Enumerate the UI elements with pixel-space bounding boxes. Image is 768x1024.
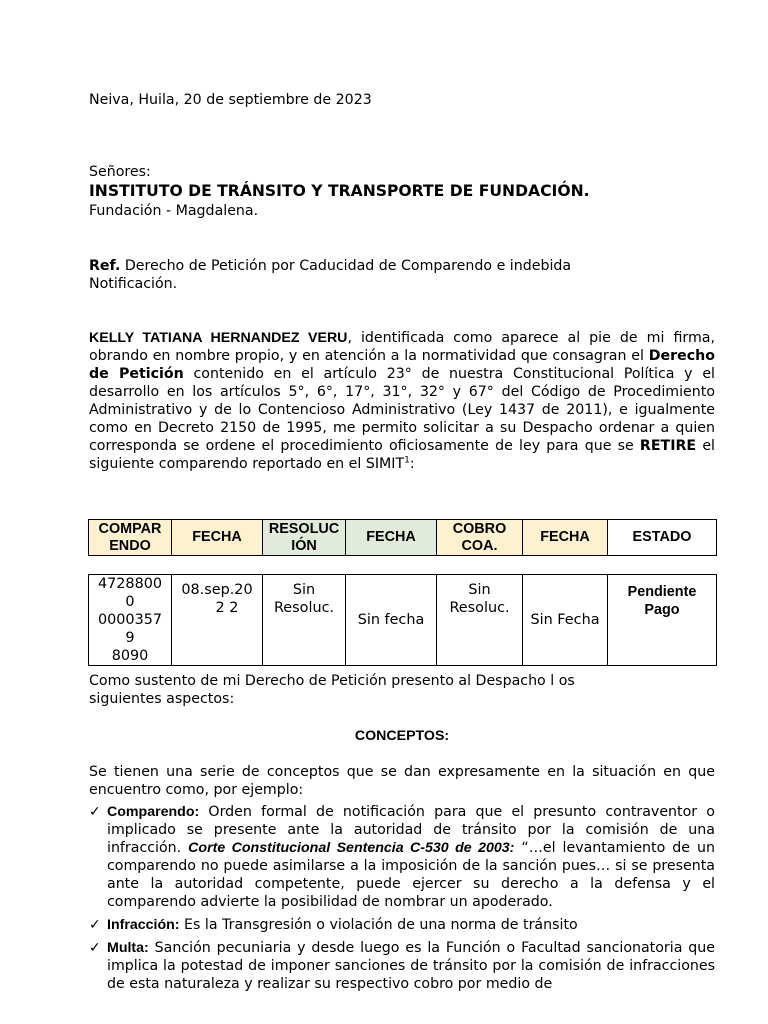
reference-text: Derecho de Petición por Caducidad de Comparendo e indebida Notificación.	[89, 258, 572, 292]
reference	[89, 257, 634, 293]
cell-resolucion: Sin Resoluc.	[263, 575, 346, 666]
header-table	[88, 519, 717, 556]
check-icon: ✓	[89, 940, 101, 956]
table-row	[89, 575, 717, 666]
cell-line: 9	[125, 630, 135, 646]
cell-fecha-resolucion: Sin fecha	[346, 575, 437, 666]
footnote-ref: 1	[404, 455, 410, 466]
col-header-resolucion: RESOLUC IÓN	[263, 520, 346, 556]
conceptos-intro: Se tienen una serie de conceptos que se dan expresamente en la situación en que encuentro como, por ejemplo:	[89, 764, 715, 798]
concept-list	[89, 803, 715, 998]
concept-text: Es la Transgresión o violación de una norma de tránsito	[179, 917, 578, 933]
cell-line: 08.sep.20	[181, 582, 253, 598]
concept-text: Orden formal de notificación para que el presunto contraventor o implicado se presente ante la autoridad de tránsito por la comisión de una infracción.	[107, 804, 715, 856]
intro-text: contenido en el artículo 23° de nuestra Constitucional Política y el desarrollo en los artículos 5°, 6°, 17°, 31°, 32° y 67° del Código de Procedimiento Administrativo y de lo Contencioso Administrativo (Ley 1437 de 2011), e igualmente como en Decreto 2150 de 1995, me permito solicitar a su Despacho ordenar a quien corresponda se ordene el procedimiento oficiosamente de ley para que se	[89, 366, 715, 454]
place-date: Neiva, Huila, 20 de septiembre de 2023	[89, 92, 372, 108]
intro-text: , identificada como aparece al pie de mi firma, obrando en nombre propio, y en atención a la normatividad que consagran el	[89, 330, 715, 364]
intro-bold: Derecho de Petición	[89, 348, 715, 382]
conceptos-heading: CONCEPTOS:	[354, 728, 450, 744]
salutation: Señores:	[89, 164, 151, 180]
col-header-fecha: FECHA	[172, 520, 263, 556]
retire-keyword: RETIRE	[639, 438, 697, 454]
cell-comparendo	[89, 575, 172, 666]
col-header-estado: ESTADO	[608, 520, 717, 556]
cell-line: 0	[125, 594, 135, 610]
concept-term: Multa:	[107, 940, 149, 956]
list-item	[89, 803, 715, 911]
concept-term: Comparendo:	[107, 804, 200, 820]
col-header-cobro: COBRO COA.	[437, 520, 523, 556]
data-table	[88, 574, 717, 666]
cell-cobro: Sin Resoluc.	[437, 575, 523, 666]
cell-fecha-cobro: Sin Fecha	[523, 575, 608, 666]
cell-line: 2 2	[215, 600, 239, 616]
concept-term: Infracción:	[107, 917, 180, 933]
list-item	[89, 916, 715, 934]
concept-text: Sanción pecuniaria y desde luego es la Función o Facultad sancionatoria que implica la potestad de imponer sanciones de tránsito por la comisión de infracciones de esta naturaleza y realizar su respectivo cobro por medio de	[107, 940, 715, 992]
intro-paragraph	[89, 329, 715, 473]
col-header-fecha-resolucion: FECHA	[346, 520, 437, 556]
check-icon: ✓	[89, 804, 101, 820]
concept-citation: Corte Constitucional Sentencia C-530 de 2003:	[188, 840, 515, 856]
recipient-location: Fundación - Magdalena.	[89, 203, 259, 219]
recipient: INSTITUTO DE TRÁNSITO Y TRANSPORTE DE FUNDACIÓN.	[89, 182, 590, 200]
cell-estado: Pendiente Pago	[608, 575, 717, 666]
col-header-comparendo: COMPAR ENDO	[89, 520, 172, 556]
check-icon: ✓	[89, 917, 101, 933]
petitioner-name: KELLY TATIANA HERNANDEZ VERU	[89, 330, 348, 346]
sustento-paragraph: Como sustento de mi Derecho de Petición presento al Despacho l os siguientes aspectos:	[89, 673, 575, 707]
cell-line: 8090	[111, 648, 149, 664]
concept-text: “…el levantamiento de un comparendo no puede asimilarse a la imposición de la sanción pues… si se presenta ante la autoridad competente, puede ejercer su derecho a la defensa y el comparendo advierte la posibilidad de nombrar un apoderado.	[107, 840, 715, 910]
intro-text: el siguiente comparendo reportado en el SIMIT	[89, 438, 715, 472]
list-item	[89, 939, 715, 993]
col-header-fecha-cobro: FECHA	[523, 520, 608, 556]
intro-text: :	[409, 456, 415, 472]
reference-label: Ref.	[89, 258, 121, 274]
cell-line: 4728800	[97, 576, 163, 592]
cell-line: 0000357	[97, 612, 163, 628]
cell-fecha	[172, 575, 263, 666]
